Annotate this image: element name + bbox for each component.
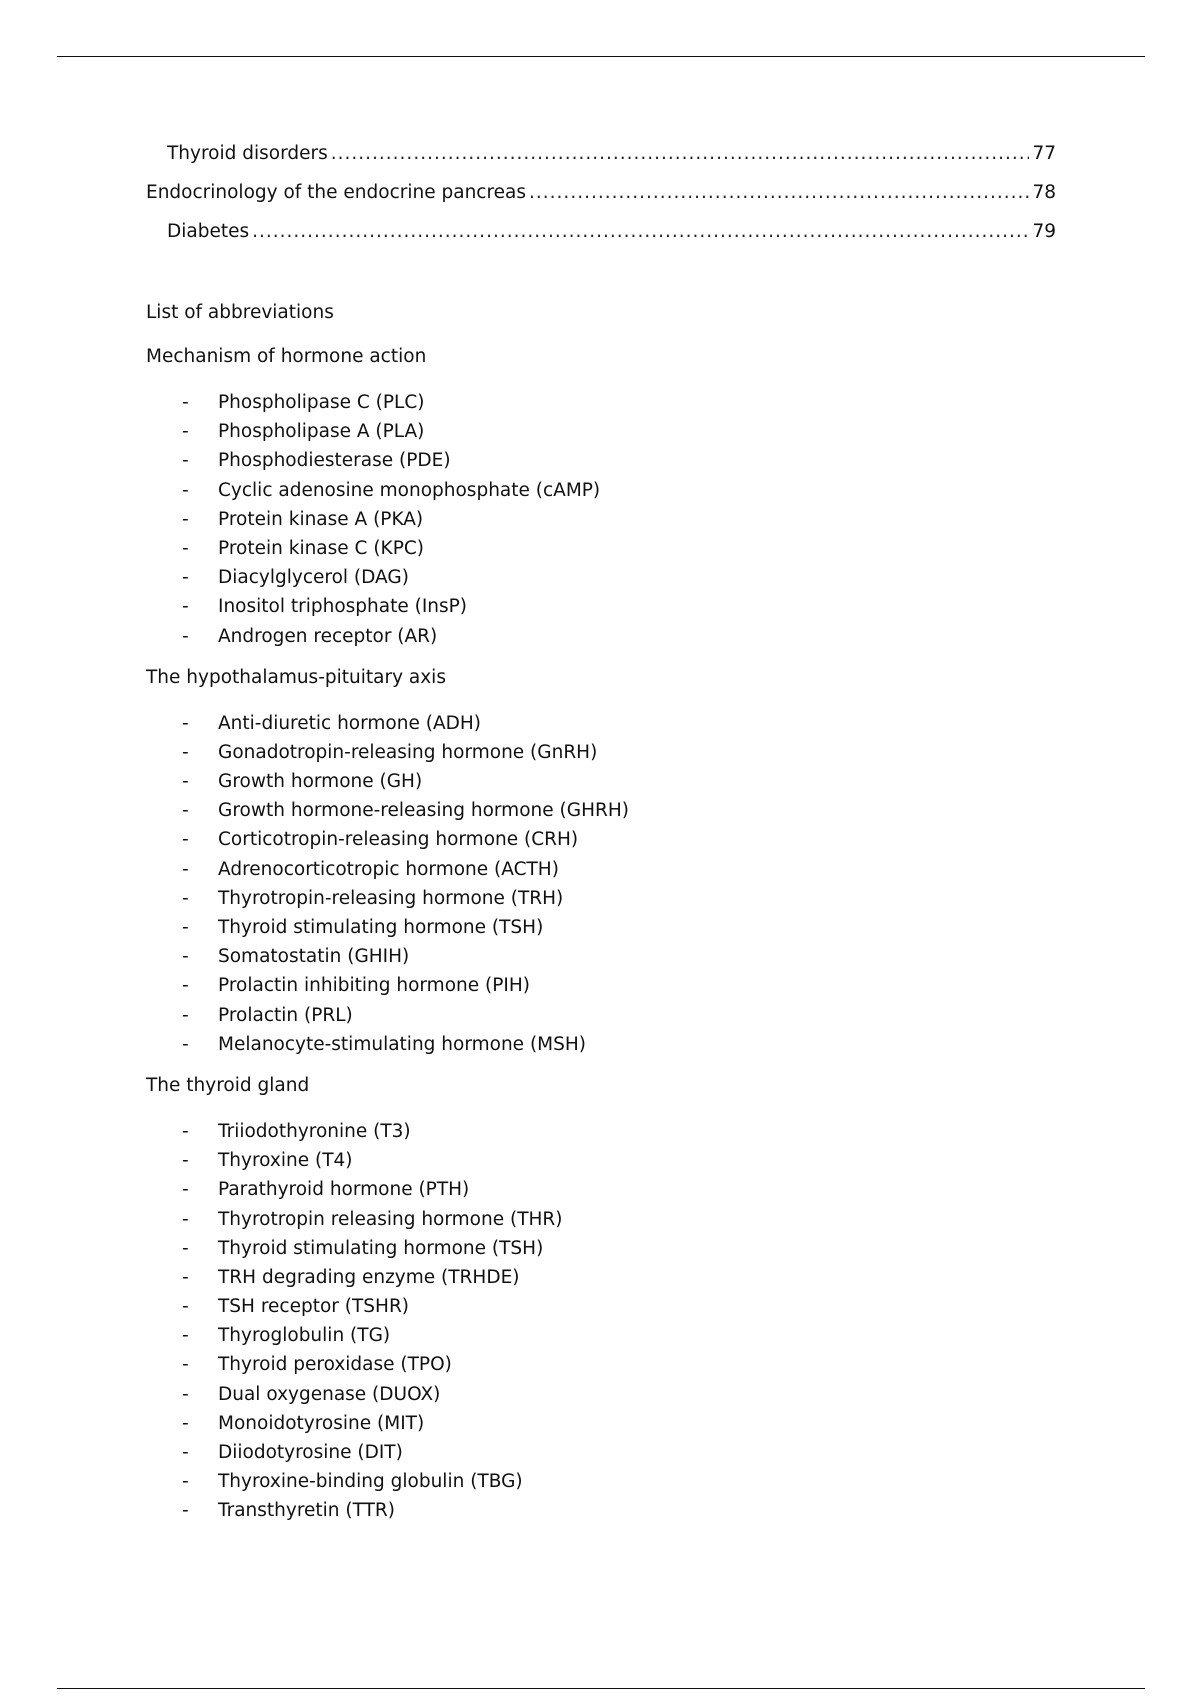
toc-leader-dots — [331, 143, 1030, 164]
abbreviation-text: Thyroid peroxidase (TPO) — [218, 1354, 452, 1376]
dash-bullet: - — [182, 1471, 189, 1493]
abbreviations-content — [146, 300, 1046, 1540]
list-item — [146, 709, 1046, 738]
dash-bullet: - — [182, 567, 189, 589]
list-item — [146, 1175, 1046, 1204]
list-item — [146, 767, 1046, 796]
abbreviation-text: Growth hormone-releasing hormone (GHRH) — [218, 800, 629, 822]
abbreviation-text: Cyclic adenosine monophosphate (cAMP) — [218, 479, 601, 501]
toc-label: Endocrinology of the endocrine pancreas — [146, 182, 527, 203]
abbreviation-text: Phospholipase C (PLC) — [218, 392, 425, 413]
dash-bullet: - — [182, 1325, 189, 1347]
toc-leader-dots — [252, 221, 1029, 242]
dash-bullet: - — [182, 1033, 189, 1055]
list-item — [146, 913, 1046, 942]
dash-bullet: - — [182, 946, 189, 968]
table-of-contents — [146, 143, 1056, 260]
list-item — [146, 1205, 1046, 1234]
abbreviation-text: Melanocyte-stimulating hormone (MSH) — [218, 1033, 586, 1055]
list-item — [146, 796, 1046, 825]
abbreviation-text: Inositol triphosphate (InsP) — [218, 596, 468, 618]
toc-page-number: 77 — [1032, 143, 1056, 164]
dash-bullet: - — [182, 858, 189, 880]
abbreviation-text: Somatostatin (GHIH) — [218, 946, 410, 968]
list-item — [146, 592, 1046, 621]
list-title: List of abbreviations — [146, 302, 334, 323]
dash-bullet: - — [182, 1208, 189, 1230]
toc-page-number: 79 — [1032, 221, 1056, 242]
abbreviation-text: Adrenocorticotropic hormone (ACTH) — [218, 858, 559, 880]
list-item — [146, 622, 1046, 651]
list-item — [146, 534, 1046, 563]
abbreviation-text: Phosphodiesterase (PDE) — [218, 450, 451, 472]
dash-bullet: - — [182, 508, 189, 530]
list-item — [146, 1438, 1046, 1467]
abbreviation-text: Thyroid stimulating hormone (TSH) — [218, 917, 544, 938]
dash-bullet: - — [182, 1120, 189, 1142]
abbreviation-text: Thyroid stimulating hormone (TSH) — [218, 1237, 544, 1259]
footer-rule — [57, 1688, 1145, 1689]
list-item — [146, 738, 1046, 767]
list-item — [146, 476, 1046, 505]
abbreviation-text: Monoidotyrosine (MIT) — [218, 1412, 425, 1434]
toc-label: Diabetes — [167, 221, 250, 242]
abbreviation-list — [146, 388, 1046, 651]
abbreviation-text: Diacylglycerol (DAG) — [218, 567, 409, 589]
dash-bullet: - — [182, 1383, 189, 1405]
abbreviation-text: Gonadotropin-releasing hormone (GnRH) — [218, 741, 598, 763]
dash-bullet: - — [182, 771, 189, 793]
list-item — [146, 1292, 1046, 1321]
toc-page-number: 78 — [1032, 182, 1056, 203]
dash-bullet: - — [182, 421, 189, 443]
abbreviation-text: Protein kinase A (PKA) — [218, 508, 424, 530]
list-item — [146, 417, 1046, 446]
list-item — [146, 388, 1046, 417]
abbreviation-text: Dual oxygenase (DUOX) — [218, 1383, 441, 1405]
dash-bullet: - — [182, 712, 189, 734]
toc-row[interactable] — [146, 221, 1056, 260]
list-item — [146, 446, 1046, 475]
abbreviation-list — [146, 709, 1046, 1059]
dash-bullet: - — [182, 1442, 189, 1463]
list-item — [146, 563, 1046, 592]
list-item — [146, 1321, 1046, 1350]
list-item — [146, 1350, 1046, 1379]
dash-bullet: - — [182, 1500, 189, 1522]
dash-bullet: - — [182, 917, 189, 938]
dash-bullet: - — [182, 596, 189, 618]
list-item — [146, 971, 1046, 1000]
abbreviation-text: Androgen receptor (AR) — [218, 625, 438, 647]
abbreviation-text: Triiodothyronine (T3) — [218, 1120, 411, 1142]
abbreviation-text: TRH degrading enzyme (TRHDE) — [218, 1266, 520, 1288]
dash-bullet: - — [182, 741, 189, 763]
abbreviation-text: Thyrotropin releasing hormone (THR) — [218, 1208, 563, 1230]
dash-bullet: - — [182, 392, 189, 413]
list-item — [146, 1030, 1046, 1059]
toc-label: Thyroid disorders — [167, 143, 328, 164]
dash-bullet: - — [182, 1296, 189, 1318]
header-rule — [57, 56, 1145, 57]
abbreviation-text: TSH receptor (TSHR) — [218, 1296, 410, 1318]
dash-bullet: - — [182, 975, 189, 997]
dash-bullet: - — [182, 625, 189, 647]
dash-bullet: - — [182, 1354, 189, 1376]
abbreviation-section — [146, 1073, 1046, 1526]
abbreviation-sections — [146, 344, 1046, 1526]
list-item — [146, 1234, 1046, 1263]
dash-bullet: - — [182, 887, 189, 909]
list-item — [146, 855, 1046, 884]
abbreviation-text: Prolactin inhibiting hormone (PIH) — [218, 975, 530, 997]
list-item — [146, 1496, 1046, 1525]
dash-bullet: - — [182, 1237, 189, 1259]
list-item — [146, 1380, 1046, 1409]
dash-bullet: - — [182, 450, 189, 472]
abbreviation-section — [146, 344, 1046, 651]
abbreviation-text: Thyrotropin-releasing hormone (TRH) — [218, 887, 564, 909]
section-heading: The thyroid gland — [146, 1074, 310, 1096]
abbreviation-list — [146, 1117, 1046, 1526]
dash-bullet: - — [182, 800, 189, 822]
abbreviation-text: Anti-diuretic hormone (ADH) — [218, 712, 481, 734]
abbreviation-text: Diiodotyrosine (DIT) — [218, 1442, 403, 1463]
list-item — [146, 1117, 1046, 1146]
dash-bullet: - — [182, 829, 189, 851]
toc-row[interactable] — [146, 143, 1056, 182]
list-item — [146, 1001, 1046, 1030]
abbreviation-text: Transthyretin (TTR) — [218, 1500, 395, 1522]
dash-bullet: - — [182, 1266, 189, 1288]
list-item — [146, 942, 1046, 971]
abbreviation-text: Parathyroid hormone (PTH) — [218, 1179, 470, 1201]
abbreviation-text: Thyroxine (T4) — [218, 1150, 353, 1172]
abbreviation-text: Phospholipase A (PLA) — [218, 421, 425, 443]
abbreviation-text: Thyroglobulin (TG) — [218, 1325, 391, 1347]
abbreviation-text: Prolactin (PRL) — [218, 1004, 353, 1026]
dash-bullet: - — [182, 1179, 189, 1201]
list-item — [146, 505, 1046, 534]
section-heading: Mechanism of hormone action — [146, 346, 427, 367]
abbreviation-section — [146, 665, 1046, 1059]
list-item — [146, 1467, 1046, 1496]
list-item — [146, 1146, 1046, 1175]
dash-bullet: - — [182, 537, 189, 559]
list-item — [146, 884, 1046, 913]
dash-bullet: - — [182, 1004, 189, 1026]
toc-leader-dots — [529, 182, 1029, 203]
toc-row[interactable] — [146, 182, 1056, 221]
abbreviation-text: Thyroxine-binding globulin (TBG) — [218, 1471, 523, 1493]
abbreviation-text: Growth hormone (GH) — [218, 771, 423, 793]
abbreviation-text: Corticotropin-releasing hormone (CRH) — [218, 829, 579, 851]
dash-bullet: - — [182, 479, 189, 501]
list-item — [146, 1409, 1046, 1438]
list-item — [146, 825, 1046, 854]
list-item — [146, 1263, 1046, 1292]
section-heading: The hypothalamus-pituitary axis — [146, 666, 446, 688]
dash-bullet: - — [182, 1412, 189, 1434]
abbreviation-text: Protein kinase C (KPC) — [218, 537, 424, 559]
dash-bullet: - — [182, 1150, 189, 1172]
